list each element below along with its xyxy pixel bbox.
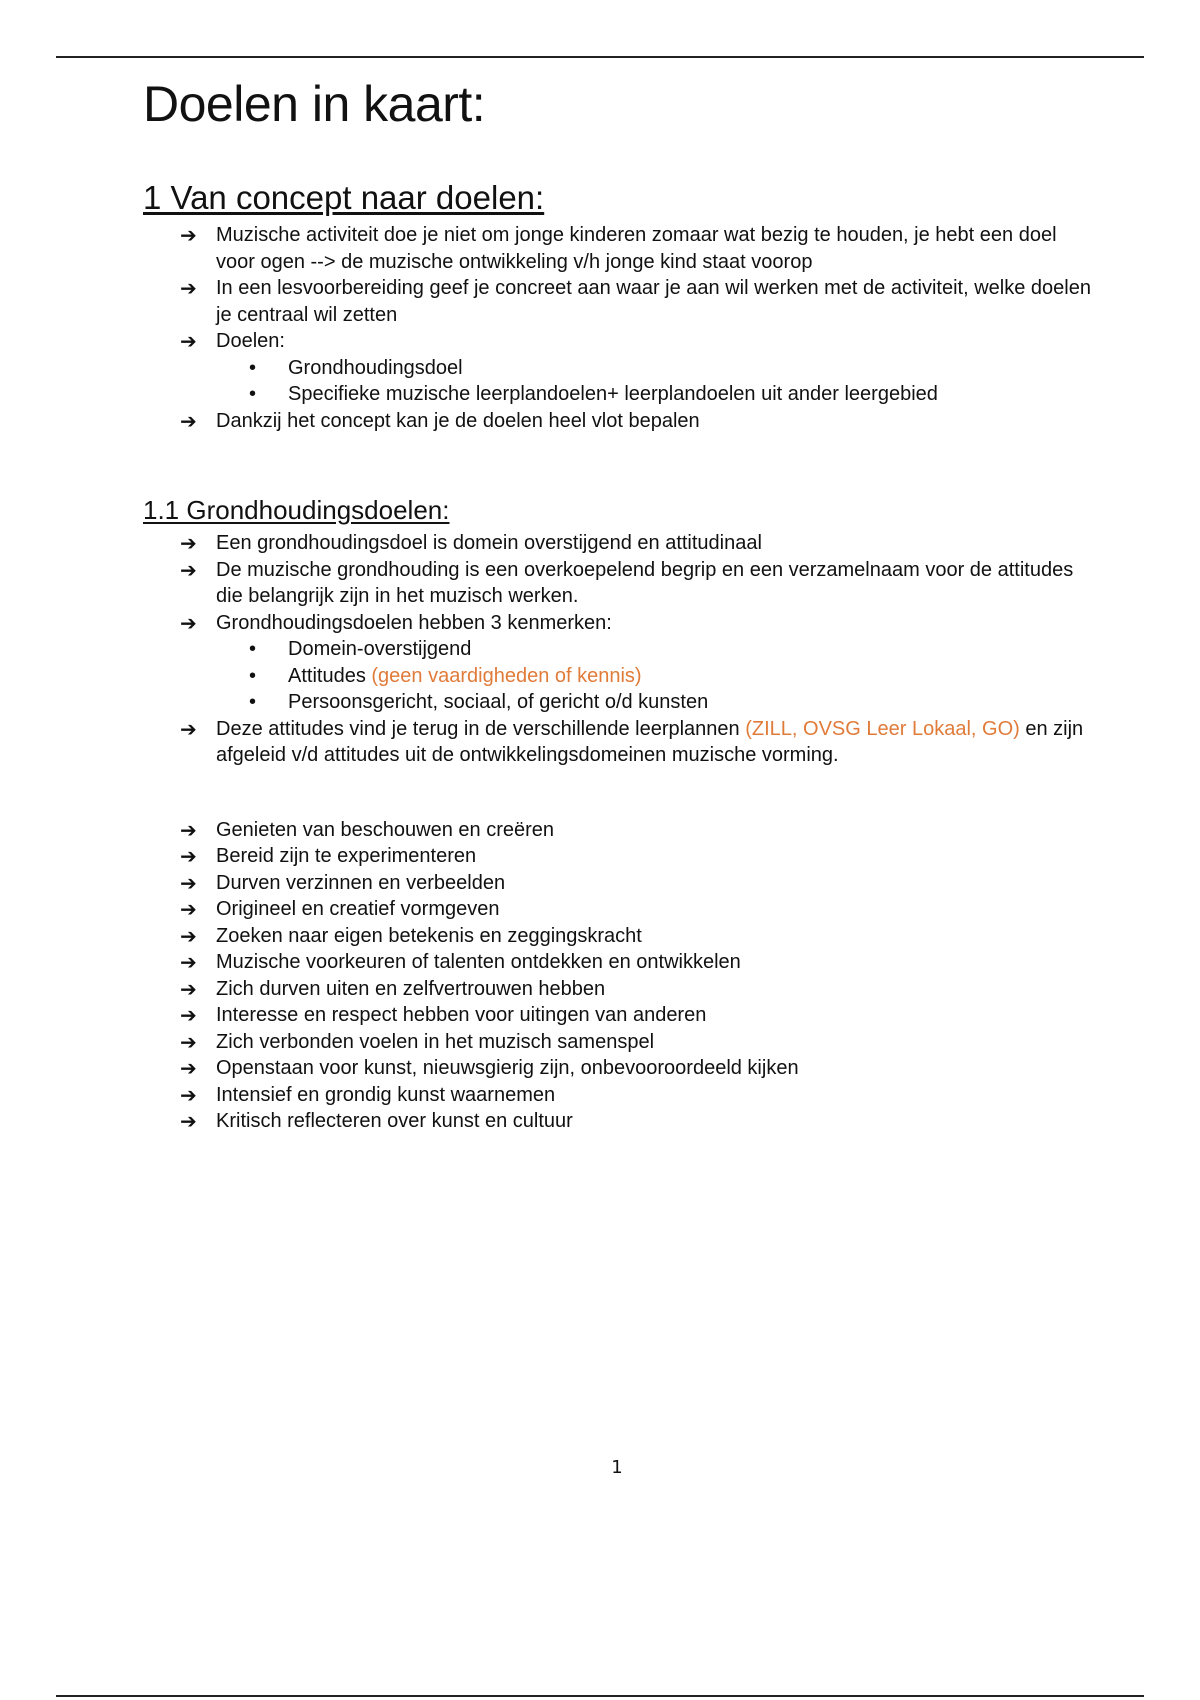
doelen-sublist xyxy=(143,355,1093,408)
arrow-icon: ➔ xyxy=(180,531,197,555)
list-item: ➔ Origineel en creatief vormgeven xyxy=(180,897,500,921)
note-text: (geen vaardigheden of kennis) xyxy=(371,664,642,687)
concept-list xyxy=(143,222,1093,434)
arrow-icon: ➔ xyxy=(180,1029,197,1054)
kenmerken-sublist xyxy=(143,636,1093,716)
list-item: ➔ Doelen: • Grondhoudingsdoel • Specifieke muzische leerplandoelen+ leerplandoelen uit ander leergebied xyxy=(143,328,1093,408)
arrow-icon: ➔ xyxy=(180,950,197,974)
list-item: ➔ Muzische voorkeuren of talenten ontdekken en ontwikkelen xyxy=(180,950,741,974)
arrow-icon: ➔ xyxy=(180,557,197,582)
arrow-icon: ➔ xyxy=(180,976,197,1001)
arrow-icon: ➔ xyxy=(180,817,197,842)
sub-list-item: • Attitudes (geen vaardigheden of kennis) xyxy=(143,663,1093,690)
bullet-icon: • xyxy=(249,356,257,379)
bullet-icon: • xyxy=(249,691,257,713)
bottom-rule xyxy=(56,1695,1144,1697)
arrow-icon: ➔ xyxy=(180,870,197,895)
arrow-icon: ➔ xyxy=(180,844,197,868)
arrow-icon: ➔ xyxy=(180,923,197,948)
spacer xyxy=(143,769,1093,813)
attitudes-list xyxy=(143,817,1093,1135)
arrow-icon: ➔ xyxy=(180,716,197,741)
arrow-icon: ➔ xyxy=(180,329,197,353)
list-item: ➔ Deze attitudes vind je terug in de verschillende leerplannen (ZILL, OVSG Leer Lokaal, GO) en zijn afgeleid v/d attitudes uit de ontwikkelingsdomeinen muzische vorming. xyxy=(180,716,1084,766)
list-item: ➔ De muzische grondhouding is een overkoepelend begrip en een verzamelnaam voor de attitudes die belangrijk zijn in het muzisch werken. xyxy=(180,557,1074,607)
page-number: 1 xyxy=(611,1457,623,1478)
note-text: (ZILL, OVSG Leer Lokaal, GO) xyxy=(745,717,1020,740)
list-item: ➔ Zich verbonden voelen in het muzisch samenspel xyxy=(180,1029,655,1054)
list-item: ➔ Intensief en grondig kunst waarnemen xyxy=(180,1082,556,1107)
arrow-icon: ➔ xyxy=(180,897,197,921)
list-item: ➔ Muzische activiteit doe je niet om jonge kinderen zomaar wat bezig te houden, je hebt een doel voor ogen --> de muzische ontwikkeling v/h jonge kind staat voorop xyxy=(180,223,1057,273)
list-item: ➔ Genieten van beschouwen en creëren xyxy=(180,817,555,842)
list-item: ➔ Openstaan voor kunst, nieuwsgierig zijn, onbevooroordeeld kijken xyxy=(180,1056,799,1080)
arrow-icon: ➔ xyxy=(180,223,197,247)
arrow-icon: ➔ xyxy=(180,276,197,300)
list-item: ➔ In een lesvoorbereiding geef je concreet aan waar je aan wil werken met de activiteit, welke doelen je centraal wil zetten xyxy=(180,276,1091,326)
section-heading-grondhouding: 1.1 Grondhoudingsdoelen: xyxy=(143,495,450,525)
list-item: ➔ Kritisch reflecteren over kunst en cultuur xyxy=(180,1109,573,1133)
arrow-icon: ➔ xyxy=(180,1003,197,1027)
top-rule xyxy=(56,56,1144,58)
list-item: ➔ Dankzij het concept kan je de doelen heel vlot bepalen xyxy=(180,408,700,433)
list-item: ➔ Zoeken naar eigen betekenis en zeggingskracht xyxy=(180,923,642,948)
arrow-icon: ➔ xyxy=(180,408,197,433)
section-heading-concept: 1 Van concept naar doelen: xyxy=(143,179,545,216)
sub-list-item: • Specifieke muzische leerplandoelen+ leerplandoelen uit ander leergebied xyxy=(143,381,1093,408)
list-item: ➔ Een grondhoudingsdoel is domein overstijgend en attitudinaal xyxy=(180,531,762,555)
sub-list-item: • Domein-overstijgend xyxy=(143,636,1093,663)
list-item: ➔ Zich durven uiten en zelfvertrouwen hebben xyxy=(180,976,606,1001)
grondhouding-list xyxy=(143,530,1093,769)
document-body xyxy=(143,72,1093,1135)
list-item: ➔ Bereid zijn te experimenteren xyxy=(180,844,477,868)
sub-list-item: • Persoonsgericht, sociaal, of gericht o/d kunsten xyxy=(143,689,1093,716)
arrow-icon: ➔ xyxy=(180,1109,197,1133)
bullet-icon: • xyxy=(249,664,257,687)
list-item: ➔ Durven verzinnen en verbeelden xyxy=(180,870,506,895)
list-item: ➔ Interesse en respect hebben voor uitingen van anderen xyxy=(180,1003,707,1027)
arrow-icon: ➔ xyxy=(180,610,197,635)
bullet-icon: • xyxy=(249,638,257,660)
page-title: Doelen in kaart: xyxy=(143,76,486,132)
sub-list-item: • Grondhoudingsdoel xyxy=(143,355,1093,382)
bullet-icon: • xyxy=(249,383,257,405)
list-item: ➔ Grondhoudingsdoelen hebben 3 kenmerken: • Domein-overstijgend • Attitudes (geen vaardigheden of kennis) • Persoonsgericht, sociaal, of gericht o/d kunsten xyxy=(143,610,1093,716)
arrow-icon: ➔ xyxy=(180,1056,197,1080)
arrow-icon: ➔ xyxy=(180,1082,197,1107)
